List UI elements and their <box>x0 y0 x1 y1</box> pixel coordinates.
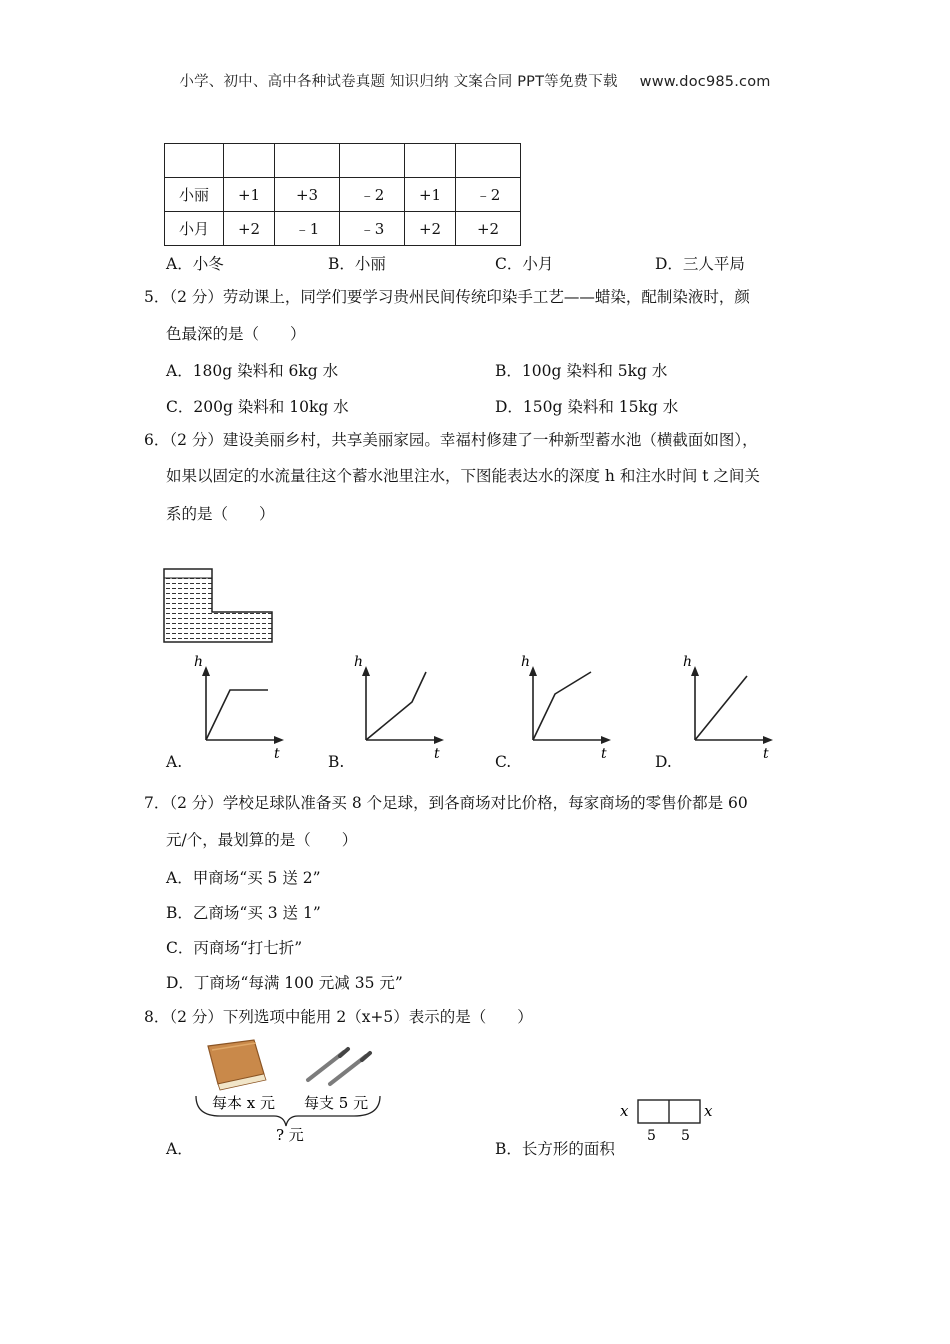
q6-stem-line3: 系的是（ ） <box>166 505 275 523</box>
table-cell: ﹣2 <box>456 178 521 212</box>
table-cell: +3 <box>275 178 340 212</box>
q4-option-c[interactable]: C．小月 <box>495 255 554 273</box>
q7-stem-line1: 7．（2 分）学校足球队准备买 8 个足球，到各商场对比价格，每家商场的零售价都是 60 <box>144 794 748 812</box>
rect-width-label: 5 <box>681 1128 690 1144</box>
q8-option-b-figure <box>616 1096 720 1148</box>
header-text: 小学、初中、高中各种试卷真题 知识归纳 文案合同 PPT等免费下载 <box>179 74 618 90</box>
graph-line <box>533 672 591 740</box>
pen-price-label: 每支 5 元 <box>304 1094 369 1112</box>
table-row <box>165 212 521 246</box>
q6-stem-line1: 6．（2 分）建设美丽乡村，共享美丽家园。幸福村修建了一种新型蓄水池（横截面如图）， <box>144 431 758 449</box>
book-icon <box>208 1040 266 1090</box>
q6-option-c[interactable]: C. <box>495 753 512 771</box>
table-row <box>165 178 521 212</box>
q5-stem-line2: 色最深的是（ ） <box>166 325 306 343</box>
book-price-label: 每本 x 元 <box>212 1094 275 1112</box>
axis-t-label: t <box>434 746 440 762</box>
table-cell <box>405 144 456 178</box>
axis-h-label: h <box>683 654 693 670</box>
q7-option-d[interactable]: D．丁商场“每满 100 元减 35 元” <box>166 974 403 992</box>
graph-line <box>695 676 747 740</box>
q8-option-a[interactable]: A． <box>166 1140 193 1158</box>
graph-line <box>366 672 426 740</box>
axis-h-label: h <box>354 654 364 670</box>
page-header <box>0 70 950 91</box>
q6-option-d[interactable]: D. <box>655 753 672 771</box>
header-url: www.doc985.com <box>639 74 771 90</box>
table-cell: ﹣2 <box>340 178 405 212</box>
q7-stem-line2: 元/个，最划算的是（ ） <box>166 831 358 849</box>
table-cell <box>224 144 275 178</box>
q4-option-a[interactable]: A．小冬 <box>166 255 224 273</box>
table-cell: +1 <box>405 178 456 212</box>
rect-width-label: 5 <box>647 1128 656 1144</box>
q8-stem-line1: 8．（2 分）下列选项中能用 2（x+5）表示的是（ ） <box>144 1008 533 1026</box>
table-cell <box>340 144 405 178</box>
pen-icon <box>308 1049 370 1084</box>
q5-option-a[interactable]: A．180g 染料和 6kg 水 <box>166 362 339 380</box>
q6-stem-line2: 如果以固定的水流量往这个蓄水池里注水，下图能表达水的深度 h 和注水时间 t 之间关 <box>166 467 760 485</box>
axis-h-label: h <box>194 654 204 670</box>
rect-x-left-label: x <box>620 1102 629 1120</box>
q7-option-c[interactable]: C．丙商场“打七折” <box>166 939 303 957</box>
q7-option-b[interactable]: B．乙商场“买 3 送 1” <box>166 904 321 922</box>
q5-stem-line1: 5．（2 分）劳动课上，同学们要学习贵州民间传统印染手工艺——蜡染，配制染液时，颜 <box>144 288 750 306</box>
table-cell: 小月 <box>165 212 224 246</box>
q5-option-b[interactable]: B．100g 染料和 5kg 水 <box>495 362 668 380</box>
table-cell <box>165 144 224 178</box>
q5-option-c[interactable]: C．200g 染料和 10kg 水 <box>166 398 349 416</box>
rect-x-right-label: x <box>704 1102 713 1120</box>
q4-option-b[interactable]: B．小丽 <box>328 255 386 273</box>
table-cell <box>275 144 340 178</box>
total-price-label: ? 元 <box>276 1126 304 1144</box>
q6-option-b[interactable]: B. <box>328 753 345 771</box>
axis-t-label: t <box>601 746 607 762</box>
score-table <box>164 143 521 246</box>
q6-option-a[interactable]: A. <box>166 753 183 771</box>
graph-c[interactable] <box>515 650 615 762</box>
axis-h-label: h <box>521 654 531 670</box>
table-cell: ﹣1 <box>275 212 340 246</box>
table-cell: ﹣3 <box>340 212 405 246</box>
graph-a[interactable] <box>188 650 288 762</box>
table-cell: +2 <box>456 212 521 246</box>
table-cell: +2 <box>405 212 456 246</box>
table-row <box>165 144 521 178</box>
q4-option-d[interactable]: D．三人平局 <box>655 255 745 273</box>
table-cell: +1 <box>224 178 275 212</box>
graph-line <box>206 690 268 740</box>
axis-t-label: t <box>274 746 280 762</box>
graph-b[interactable] <box>348 650 448 762</box>
axis-t-label: t <box>763 746 769 762</box>
table-cell: 小丽 <box>165 178 224 212</box>
reservoir-diagram <box>160 566 276 646</box>
q7-option-a[interactable]: A．甲商场“买 5 送 2” <box>166 869 321 887</box>
q8-option-a-figure <box>190 1036 390 1148</box>
table-cell: +2 <box>224 212 275 246</box>
q8-option-b[interactable]: B．长方形的面积 <box>495 1140 615 1158</box>
graph-d[interactable] <box>677 650 777 762</box>
table-cell <box>456 144 521 178</box>
q5-option-d[interactable]: D．150g 染料和 15kg 水 <box>495 398 679 416</box>
